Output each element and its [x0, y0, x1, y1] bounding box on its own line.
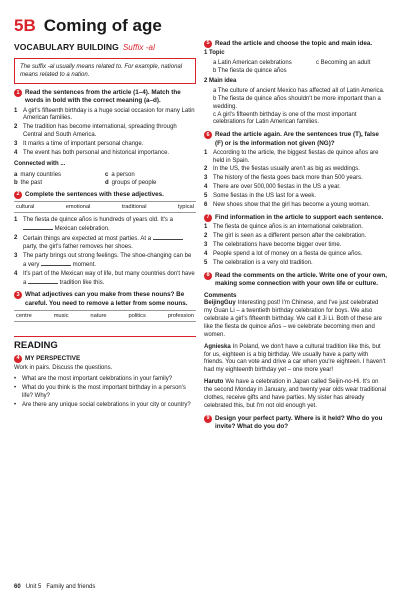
q2-item-number: 3	[14, 252, 18, 259]
question-6: 6 Read the article again. Are the sentences true (T), false (F) or is the information not given (NG)?	[204, 131, 388, 147]
word-chip: profession	[167, 312, 194, 319]
topic-option-c: c Becoming an adult	[316, 60, 371, 67]
question-number-6: 6	[204, 131, 212, 139]
q1-option-text: many countries	[20, 171, 62, 178]
word-box-adjectives	[14, 201, 196, 213]
q6-item-number: 3	[204, 175, 208, 182]
word-chip: typical	[177, 204, 194, 211]
comments-heading: Comments	[204, 292, 237, 300]
word-chip: music	[53, 312, 69, 319]
bullet-text: What are the most important celebrations in your family?	[22, 375, 173, 382]
q6-item-text: According to the article, the biggest fiestas de quince años are held in Spain.	[213, 149, 379, 164]
discussion-bullet	[14, 402, 196, 410]
q1-option-letter: b	[14, 179, 18, 186]
q7-item-number: 3	[204, 242, 208, 248]
q2-text-before: It's part of the Mexican way of life, but many countries don't have a	[23, 270, 195, 286]
bullet-dot: •	[14, 401, 17, 408]
lesson-title: Coming of age	[43, 16, 162, 35]
question-number-3: 3	[14, 291, 22, 299]
q6-list	[204, 150, 388, 210]
q2-item	[14, 271, 196, 288]
comments-section	[204, 292, 388, 411]
q2-text-after: tradition like this.	[58, 279, 105, 286]
question-3: 3 What adjectives can you make from these nouns? Be careful. You need to remove a letter from some nouns.	[14, 291, 196, 307]
q1-option-letter: c	[105, 171, 109, 178]
q6-item-text: New shoes show that the girl has become a young woman.	[213, 202, 370, 209]
comments-list	[204, 300, 388, 411]
comment-author: Haruto	[204, 379, 224, 386]
question-9: 9 Design your perfect party. Where is it held? Who do you invite? What do you do?	[204, 415, 388, 431]
q7-item	[204, 242, 388, 250]
info-box: The suffix -al usually means related to. For example, national means related to a nation.	[14, 58, 196, 84]
comment	[204, 344, 388, 376]
comment	[204, 300, 388, 340]
q1-list	[14, 108, 196, 158]
q2-text-before: The fiesta de quince años is hundreds of years old. It's a	[23, 217, 173, 224]
main-option-b: b The fiesta de quince años shouldn't be more important than a wedding.	[213, 95, 381, 110]
page-title	[14, 16, 162, 36]
main-option-c: c A girl's fifteenth birthday is one of the most important celebrations for Latin American families.	[213, 111, 357, 126]
q1-item-number: 3	[14, 141, 18, 148]
q1-item-text: The tradition has become international, spreading through Central and South America.	[23, 124, 177, 139]
q1-item	[14, 108, 196, 124]
q7-list	[204, 224, 388, 268]
bullet-dot: •	[14, 384, 17, 391]
q2-item-number: 4	[14, 270, 18, 277]
q6-item-text: There are over 500,000 fiestas in the US a year.	[213, 184, 341, 191]
question-number-7: 7	[204, 214, 212, 222]
q7-item	[204, 233, 388, 241]
q7-item-text: The celebration is a very old tradition.	[213, 259, 313, 266]
q1-option-text: the past	[20, 179, 43, 186]
q2-text-before: Certain things are expected at most parties. At a	[23, 236, 153, 243]
q1-option-letter: a	[14, 171, 18, 178]
q2-item-text	[23, 253, 196, 270]
q2-item	[14, 235, 196, 252]
q7-item-number: 5	[204, 259, 208, 266]
q2-text-after: party, the girl's father removes her shoes.	[23, 243, 133, 250]
answer-blank	[28, 279, 58, 284]
connected-label: Connected with ...	[14, 160, 66, 167]
unit-number: 5B	[14, 16, 36, 35]
q1-option	[105, 179, 196, 187]
word-chip: cultural	[16, 204, 35, 211]
q7-item-text: People spend a lot of money on a fiesta de quince años.	[213, 250, 363, 257]
q6-item	[204, 175, 388, 183]
topic-option-b: b The fiesta de quince años	[213, 67, 287, 74]
q6-item-text: Some fiestas in the US last for a week.	[213, 193, 317, 200]
q1-item-number: 1	[14, 107, 18, 114]
q7-item	[204, 251, 388, 259]
q2-item-text	[23, 217, 196, 234]
q6-item-number: 2	[204, 166, 208, 173]
reading-heading: READING	[14, 336, 196, 351]
q2-item-number: 1	[14, 217, 18, 224]
q6-item-text: The history of the fiesta goes back more than 500 years.	[213, 175, 363, 182]
page-number: 60	[14, 584, 21, 590]
q1-item	[14, 141, 196, 149]
q1-option	[14, 179, 105, 187]
q7-item	[204, 224, 388, 232]
comment-text: We have a celebration in Japan called Seijin-no-Hi. It's on the second Monday in January, and twenty year olds wear traditional clothes, receive gifts and have parties. My sister has already celebrated this, but I'm not old enough yet.	[204, 379, 386, 409]
bullet-dot: •	[14, 375, 17, 382]
q1-option-text: a person	[111, 171, 135, 178]
q7-item-text: The fiesta de quince años is an international celebration.	[213, 224, 364, 231]
q6-item-number: 4	[204, 184, 208, 191]
footer-unit: Unit 5	[25, 584, 42, 590]
vocab-heading: VOCABULARY BUILDING Suffix -al	[14, 42, 155, 52]
q2-item-number: 2	[14, 235, 18, 242]
question-number-1: 1	[14, 89, 22, 97]
q7-item	[204, 260, 388, 268]
q2-text-after: moment.	[71, 261, 97, 268]
question-4: 4 MY PERSPECTIVE	[14, 355, 196, 363]
q6-item-text: In the US, the fiestas usually aren't as big as weddings.	[213, 166, 360, 173]
question-number-4: 4	[14, 355, 22, 363]
comment-author: Agnieska	[204, 343, 231, 350]
footer-topic: Family and friends	[46, 584, 96, 590]
page-footer	[14, 584, 95, 590]
word-chip: nature	[90, 312, 107, 319]
question-number-8: 8	[204, 272, 212, 280]
q7-item-text: The girl is seen as a different person after the celebration.	[213, 233, 367, 240]
q7-item-number: 2	[204, 233, 208, 240]
q1-option	[105, 171, 196, 179]
answer-blank	[153, 235, 183, 240]
q1-option-text: groups of people	[111, 179, 157, 186]
comment-text: Interesting post! I'm Chinese, and I've just celebrated my Guan Li – a twentieth birthday celebration for boys. We also celebrate a girl's fifteenth birthday. We call it Ji Li. Both of these are like the fiesta de quince años – we celebrate becoming men and women.	[204, 300, 383, 338]
q1-item-text: A girl's fifteenth birthday is a huge social occasion for many Latin American families.	[23, 107, 195, 122]
q1-item	[14, 150, 196, 158]
work-in-pairs: Work in pairs. Discuss the questions.	[14, 365, 113, 371]
bullet-text: What do you think is the most important birthday in a person's life? Why?	[22, 384, 186, 399]
discussion-bullet	[14, 376, 196, 384]
q6-item-number: 6	[204, 202, 208, 209]
q2-text-before: The party brings out strong feelings. The shoe-changing can be a very	[23, 252, 192, 268]
word-box-nouns	[14, 310, 196, 322]
q2-list	[14, 217, 196, 287]
q2-item	[14, 253, 196, 270]
question-number-2: 2	[14, 191, 22, 199]
main-option-a: a The culture of ancient Mexico has affected all of Latin America.	[213, 87, 385, 94]
comment-author: BeijingGuy	[204, 300, 236, 307]
q6-item-number: 1	[204, 149, 208, 156]
question-5: 5 Read the article and choose the topic and main idea.	[204, 40, 388, 48]
q1-item-text: It marks a time of important personal change.	[23, 141, 144, 148]
question-8: 8 Read the comments on the article. Write one of your own, making some connection with your own life or culture.	[204, 272, 388, 288]
q7-item-number: 4	[204, 250, 208, 257]
discussion-bullets	[14, 376, 196, 410]
word-chip: centre	[16, 312, 32, 319]
question-7: 7 Find information in the article to support each sentence.	[204, 214, 388, 222]
q1-item-number: 2	[14, 124, 18, 131]
q1-option-letter: d	[105, 179, 109, 186]
word-chip: politics	[128, 312, 146, 319]
right-column	[204, 40, 388, 433]
vocab-subheading: Suffix -al	[122, 43, 155, 52]
comment-text: In Poland, we don't have a cultural tradition like this, but for us, eighteen is a big birthday. We usually have a party with friends. You can vote and drive a car when you're eighteen. I haven't had my eighteenth birthday yet – one more year!	[204, 343, 386, 374]
q6-item	[204, 166, 388, 174]
q1-option	[14, 171, 105, 179]
answer-blank	[23, 225, 53, 230]
question-number-5: 5	[204, 40, 212, 48]
q6-item	[204, 150, 388, 166]
q7-item-number: 1	[204, 224, 208, 231]
q1-item-text: The event has both personal and historical importance.	[23, 150, 170, 157]
q1-item	[14, 124, 196, 140]
q6-item-number: 5	[204, 193, 208, 200]
answer-blank	[41, 261, 71, 266]
main-idea-label: 2 Main idea	[204, 77, 237, 84]
word-chip: emotional	[65, 204, 91, 211]
q1-item-number: 4	[14, 150, 18, 157]
q7-item-text: The celebrations have become bigger over time.	[213, 242, 342, 248]
topic-label: 1 Topic	[204, 50, 225, 57]
q1-options	[14, 171, 196, 187]
q6-item	[204, 202, 388, 210]
bullet-text: Are there any unique social celebrations in your city or country?	[22, 401, 191, 408]
comment	[204, 379, 388, 411]
topic-option-a: a Latin American celebrations	[213, 60, 292, 67]
q2-item	[14, 217, 196, 234]
question-number-9: 9	[204, 415, 212, 423]
q2-item-text	[23, 235, 196, 252]
question-2: 2 Complete the sentences with these adjectives.	[14, 191, 196, 199]
q6-item	[204, 184, 388, 192]
q2-text-after: Mexican celebration.	[53, 226, 110, 233]
discussion-bullet	[14, 385, 196, 401]
left-column	[14, 40, 196, 411]
q2-item-text	[23, 271, 196, 288]
question-1: 1 Read the sentences from the article (1–4). Match the words in bold with the correct meaning (a–d).	[14, 89, 196, 105]
word-chip: traditional	[121, 204, 147, 211]
q6-item	[204, 193, 388, 201]
